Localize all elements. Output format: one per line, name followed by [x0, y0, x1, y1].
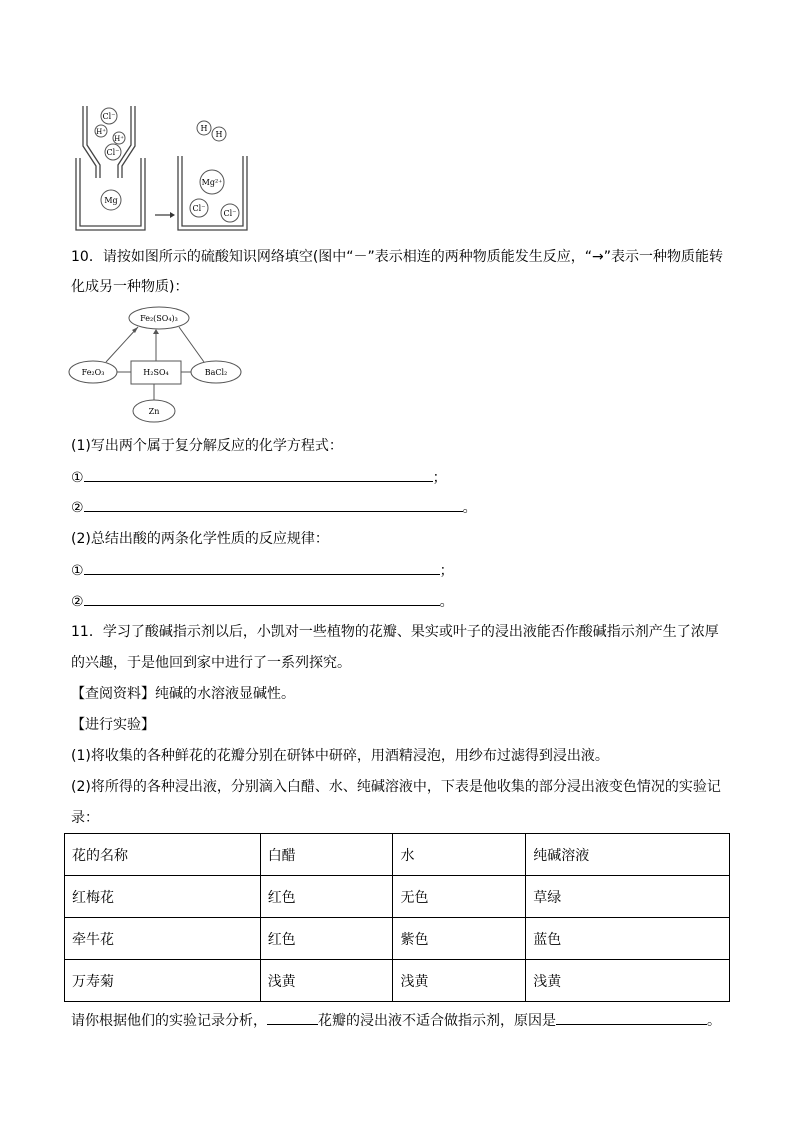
- punctuation: 。: [439, 594, 454, 610]
- answer-blank[interactable]: [556, 1010, 707, 1025]
- q11-step1: (1)将收集的各种鲜花的花瓣分别在研钵中研碎，用酒精浸泡，用纱布过滤得到浸出液。: [71, 748, 609, 764]
- q10-part1-answer-a: [71, 467, 447, 488]
- item-marker: ①: [71, 563, 84, 579]
- table-cell: 草绿: [526, 876, 730, 918]
- ion-label: Cl⁻: [102, 112, 116, 121]
- q11-conclusion: [71, 1010, 721, 1031]
- node-zn: Zn: [148, 407, 160, 416]
- q11-text-line1: 11．学习了酸碱指示剂以后，小凯对一些植物的花瓣、果实或叶子的浸出液能否作酸碱指示剂产生了浓厚: [71, 624, 719, 640]
- punctuation: 。: [462, 500, 477, 516]
- q11-step2-line2: 录：: [71, 810, 99, 826]
- ion-label: H⁺: [114, 135, 124, 143]
- table-row: [65, 918, 730, 960]
- table-cell: 红梅花: [65, 876, 261, 918]
- q11-info: 【查阅资料】纯碱的水溶液显碱性。: [71, 686, 295, 702]
- table-cell: 蓝色: [526, 918, 730, 960]
- table-cell: 红色: [260, 876, 393, 918]
- item-marker: ②: [71, 500, 84, 516]
- table-cell: 浅黄: [260, 960, 393, 1002]
- punctuation: 。: [707, 1013, 721, 1029]
- ion-label: H: [200, 124, 208, 133]
- table-cell: 牵牛花: [65, 918, 261, 960]
- table-cell: 浅黄: [526, 960, 730, 1002]
- node-bacl2: BaCl₂: [204, 368, 228, 377]
- table-cell: 红色: [260, 918, 393, 960]
- item-marker: ②: [71, 594, 84, 610]
- ion-label: Mg: [104, 196, 118, 205]
- reaction-figure: [70, 98, 260, 233]
- table-row: [65, 960, 730, 1002]
- q10-part2-answer-a: [71, 560, 454, 581]
- node-fe2o3: Fe₂O₃: [81, 368, 105, 377]
- answer-blank[interactable]: [84, 467, 433, 482]
- punctuation: ；: [439, 563, 454, 579]
- node-fe2so43: Fe₂(SO₄)₃: [140, 314, 178, 323]
- table-row: [65, 876, 730, 918]
- q10-part1-answer-b: [71, 497, 477, 518]
- ion-label: Cl⁻: [223, 209, 237, 218]
- q10-part1: (1)写出两个属于复分解反应的化学方程式：: [71, 438, 343, 454]
- left-beaker: [76, 158, 145, 230]
- q11-text-line2: 的兴趣，于是他回到家中进行了一系列探究。: [71, 655, 351, 671]
- ion-label: H: [215, 130, 223, 139]
- ion-label: Cl⁻: [106, 148, 120, 157]
- table-cell: 紫色: [393, 918, 526, 960]
- q11-experiment-heading: 【进行实验】: [71, 717, 155, 733]
- ion-label: Mg²⁺: [201, 178, 223, 187]
- item-marker: ①: [71, 470, 84, 486]
- table-header-cell: 白醋: [260, 834, 393, 876]
- q11-step2-line1: (2)将所得的各种浸出液，分别滴入白醋、水、纯碱溶液中，下表是他收集的部分浸出液变色情况的实验记: [71, 779, 721, 795]
- answer-blank[interactable]: [84, 497, 463, 512]
- table-header-row: [65, 834, 730, 876]
- conclusion-text: 花瓣的浸出液不适合做指示剂，原因是: [318, 1013, 556, 1029]
- answer-blank[interactable]: [84, 560, 440, 575]
- table-cell: 万寿菊: [65, 960, 261, 1002]
- answer-blank[interactable]: [267, 1010, 318, 1025]
- table-header-cell: 花的名称: [65, 834, 261, 876]
- ion-label: H⁺: [96, 128, 106, 136]
- table-cell: 无色: [393, 876, 526, 918]
- node-h2so4: H₂SO₄: [143, 368, 169, 377]
- table-header-cell: 水: [393, 834, 526, 876]
- q10-text-line1: 10．请按如图所示的硫酸知识网络填空(图中“－”表示相连的两种物质能发生反应，“→”表示一种物质能转: [71, 249, 724, 265]
- q10-text-line2: 化成另一种物质)：: [71, 279, 189, 295]
- table-header-cell: 纯碱溶液: [526, 834, 730, 876]
- sulfuric-acid-network: [66, 303, 246, 428]
- answer-blank[interactable]: [84, 591, 440, 606]
- conclusion-text: 请你根据他们的实验记录分析，: [71, 1013, 267, 1029]
- q10-part2-answer-b: [71, 591, 454, 612]
- indicator-table: [64, 833, 730, 1002]
- ion-label: Cl⁻: [192, 204, 206, 213]
- q10-part2: (2)总结出酸的两条化学性质的反应规律：: [71, 531, 329, 547]
- table-cell: 浅黄: [393, 960, 526, 1002]
- punctuation: ；: [432, 470, 447, 486]
